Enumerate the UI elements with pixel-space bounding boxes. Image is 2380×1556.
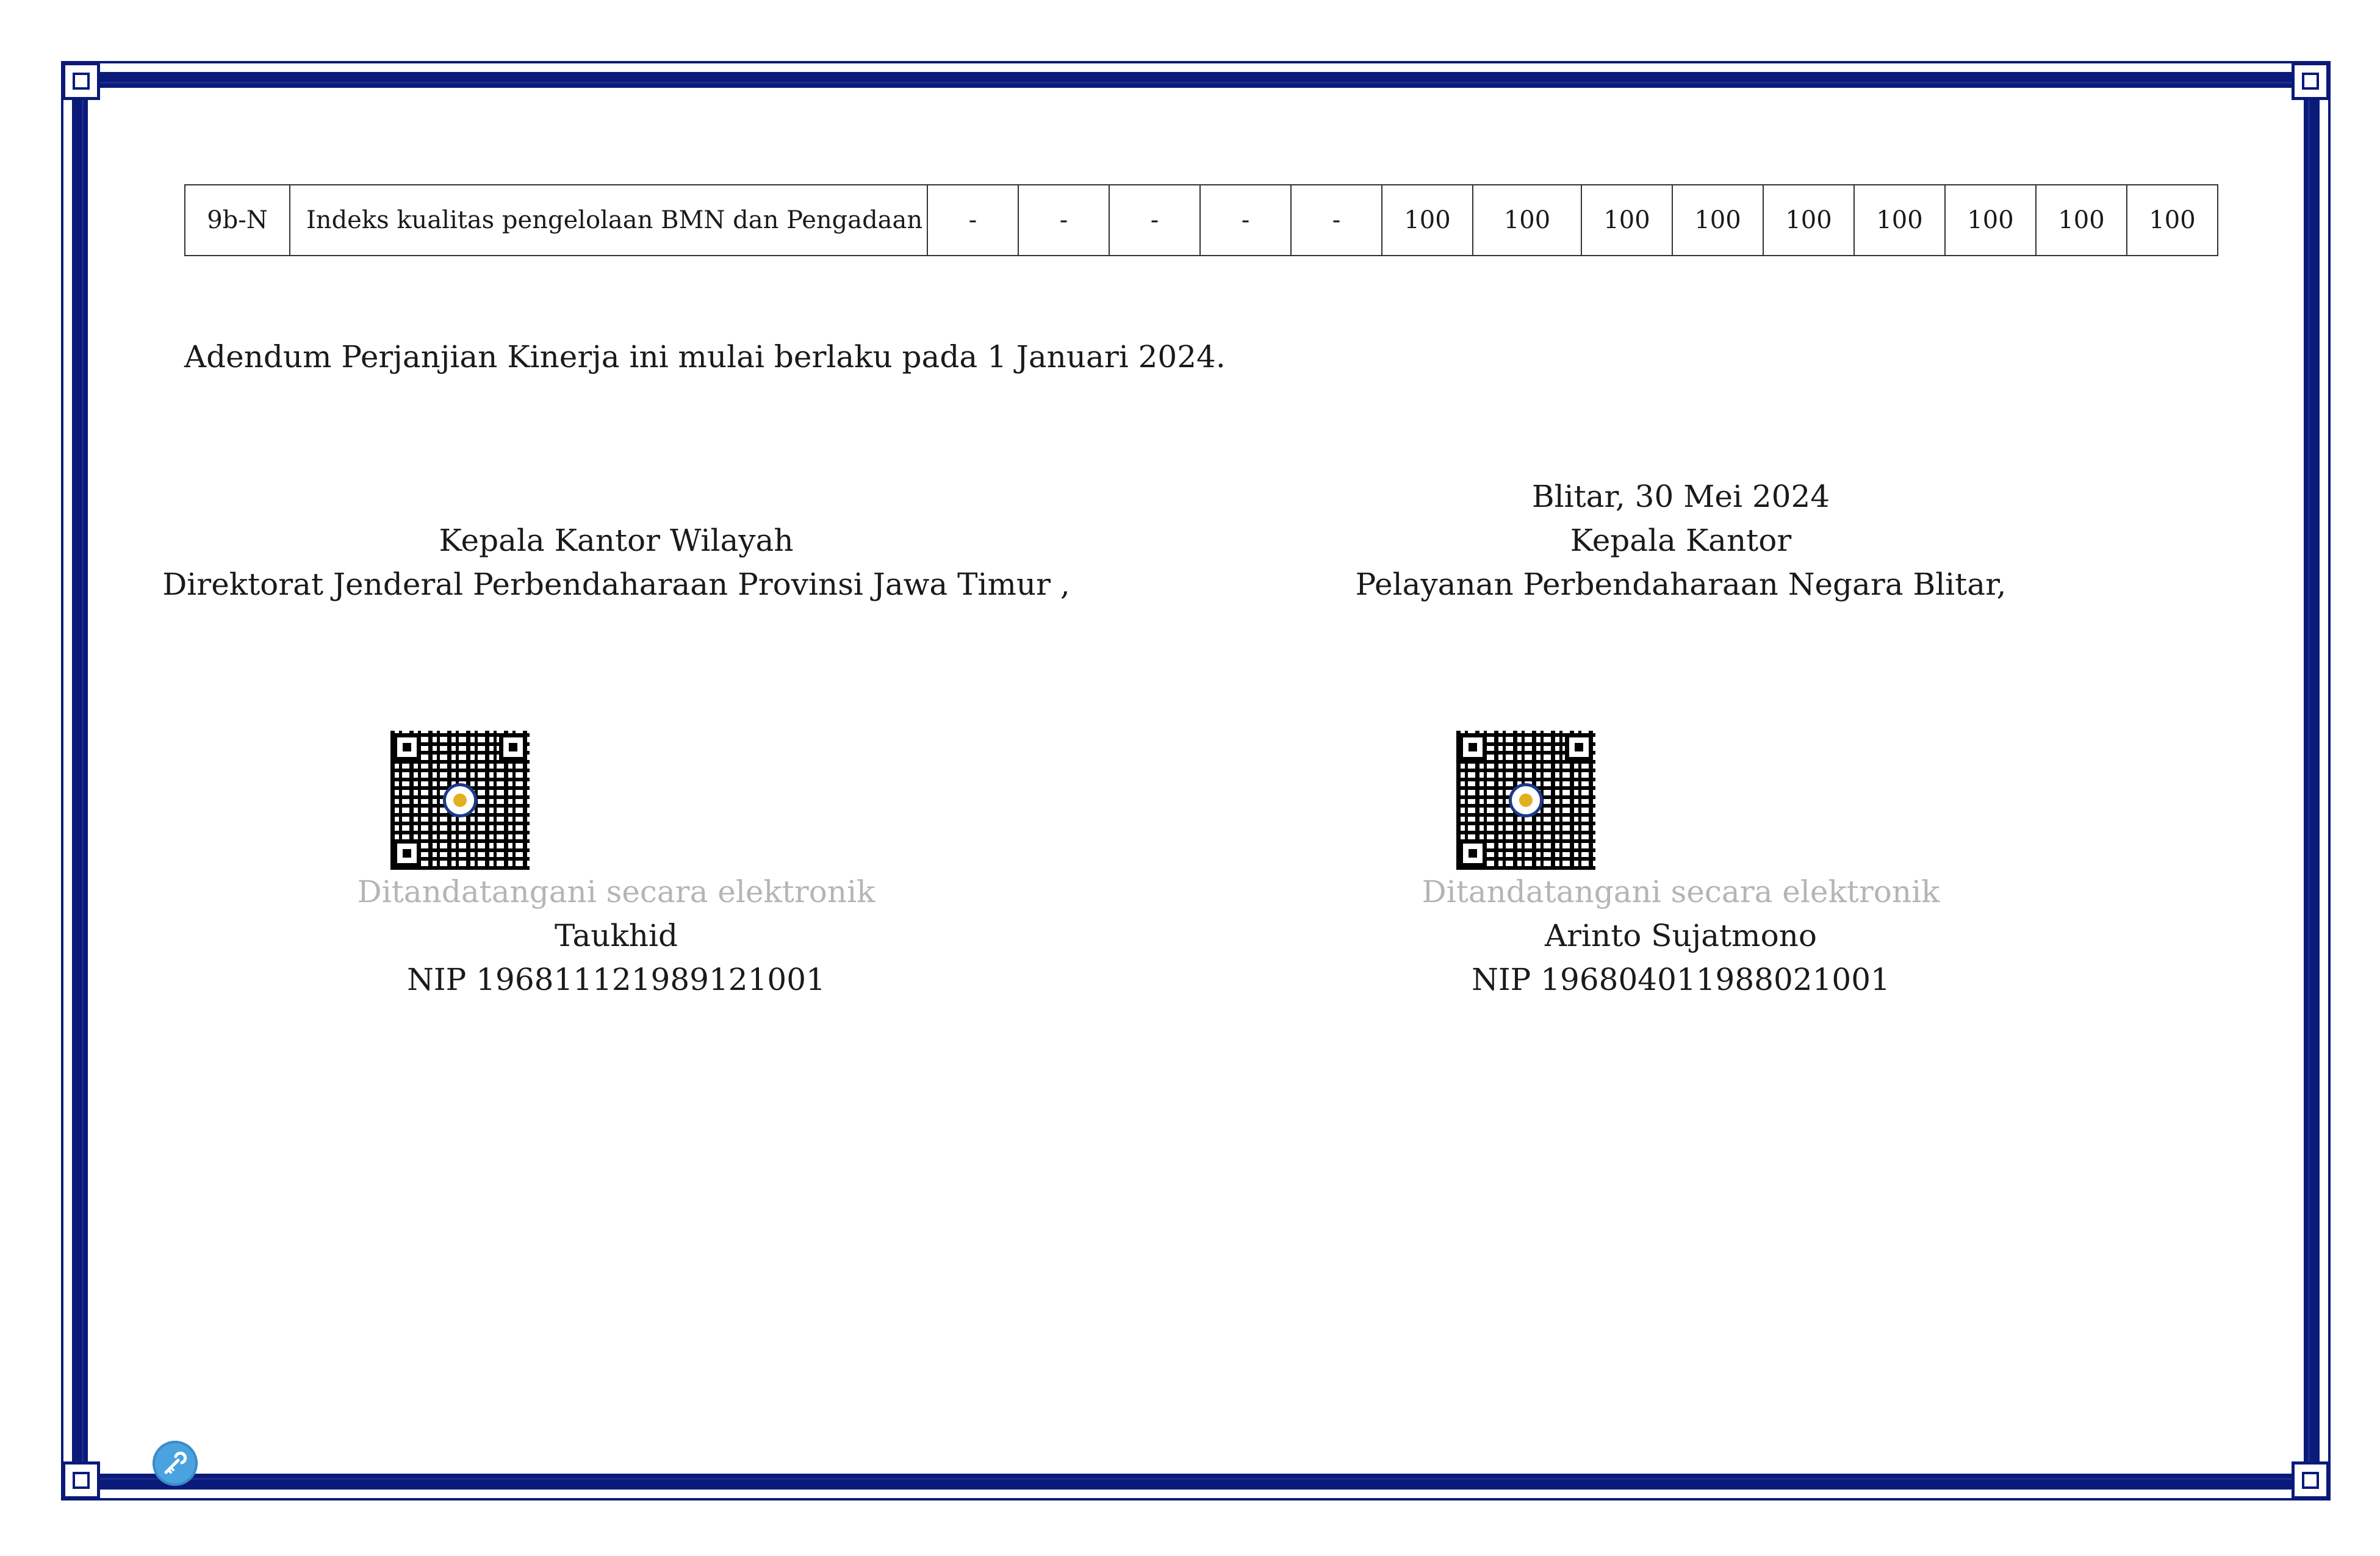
indicator-value: 100 <box>1945 185 2036 256</box>
indicator-value: - <box>1109 185 1200 256</box>
signer-nip: NIP 196804011988021001 <box>1472 962 1890 997</box>
e-signed-note: Ditandatangani secara elektronik <box>1422 874 1940 909</box>
right-signatory-header <box>1223 475 2138 606</box>
signer-name: Taukhid <box>555 918 678 953</box>
ministry-logo-icon <box>1509 783 1543 817</box>
left-signatory-header <box>159 518 1074 606</box>
validity-statement: Adendum Perjanjian Kinerja ini mulai berlaku pada 1 Januari 2024. <box>184 339 1226 375</box>
e-signed-note: Ditandatangani secara elektronik <box>357 874 875 909</box>
indicator-value: - <box>1291 185 1382 256</box>
qr-code-signature <box>390 731 530 870</box>
indicator-value: 100 <box>1763 185 1854 256</box>
left-signatory-title: Kepala Kantor Wilayah <box>439 523 794 558</box>
indicator-code: 9b-N <box>185 185 290 256</box>
qr-code-signature <box>1456 731 1595 870</box>
indicator-value: 100 <box>1672 185 1763 256</box>
indicator-value: 100 <box>1854 185 1945 256</box>
table-row <box>185 185 2218 256</box>
corner-ornament <box>62 1461 100 1499</box>
signer-nip: NIP 196811121989121001 <box>407 962 825 997</box>
indicator-value: - <box>927 185 1018 256</box>
corner-ornament <box>2292 62 2329 100</box>
right-signatory-title: Kepala Kantor <box>1570 523 1792 558</box>
corner-ornament <box>2292 1461 2329 1499</box>
indicator-value: 100 <box>1473 185 1581 256</box>
indicator-value: - <box>1200 185 1291 256</box>
left-signatory-office: Direktorat Jenderal Perbendaharaan Provinsi Jawa Timur , <box>162 567 1070 602</box>
ministry-logo-icon <box>443 783 477 817</box>
verification-badge-icon[interactable] <box>153 1441 198 1486</box>
right-signer <box>1223 870 2138 1002</box>
place-date: Blitar, 30 Mei 2024 <box>1531 479 1830 514</box>
left-signer <box>159 870 1074 1002</box>
indicator-value: 100 <box>2036 185 2127 256</box>
indicator-value: 100 <box>1382 185 1473 256</box>
corner-ornament <box>62 62 100 100</box>
right-signatory-office: Pelayanan Perbendaharaan Negara Blitar, <box>1355 567 2007 602</box>
indicator-table <box>184 184 2218 256</box>
signer-name: Arinto Sujatmono <box>1545 918 1817 953</box>
indicator-value: 100 <box>2127 185 2218 256</box>
indicator-value: 100 <box>1581 185 1672 256</box>
indicator-description: Indeks kualitas pengelolaan BMN dan Pengadaan <box>290 185 927 256</box>
indicator-value: - <box>1018 185 1109 256</box>
